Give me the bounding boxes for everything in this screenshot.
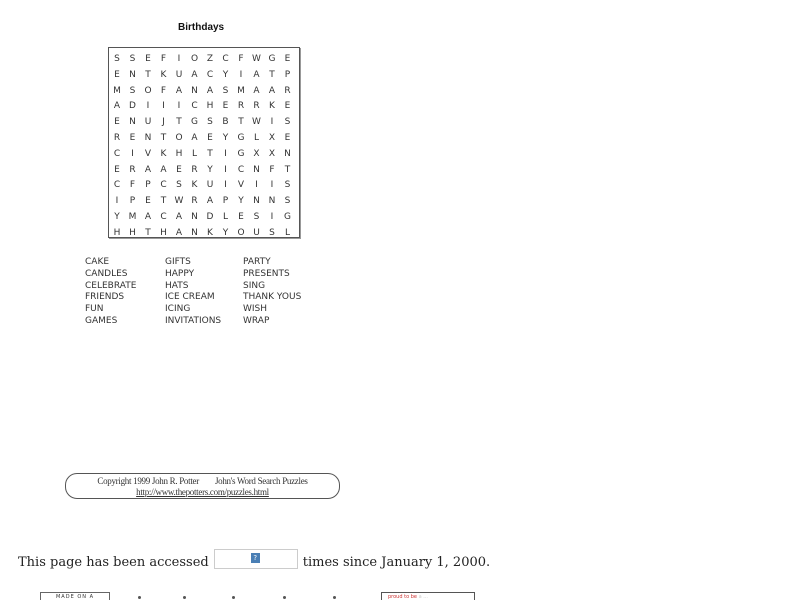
- grid-letter: I: [162, 101, 165, 112]
- grid-letter: P: [129, 196, 136, 207]
- grid-letter: H: [206, 101, 214, 112]
- grid-letter: E: [284, 101, 291, 112]
- word-list-column-3: [243, 257, 301, 328]
- grid-letter: E: [176, 164, 182, 175]
- grid-letter: N: [191, 212, 198, 222]
- grid-letter: U: [175, 69, 183, 80]
- grid-letter: R: [191, 164, 198, 175]
- grid-letter: A: [160, 164, 167, 175]
- grid-letter: Y: [238, 196, 244, 207]
- grid-letter: I: [270, 117, 274, 128]
- grid-letter: S: [253, 212, 260, 222]
- grid-letter: E: [114, 117, 120, 128]
- grid-letter: R: [284, 85, 291, 96]
- grid-letter: C: [222, 54, 229, 64]
- grid-letter: I: [115, 196, 119, 207]
- grid-letter: U: [206, 180, 214, 191]
- word-list-item: HATS: [165, 280, 189, 291]
- grid-letter: T: [176, 117, 182, 128]
- grid-letter: S: [207, 117, 213, 128]
- grid-letter: A: [268, 85, 276, 96]
- word-list-item: GAMES: [85, 315, 118, 326]
- word-list-item: PRESENTS: [243, 268, 290, 279]
- grid-letter: K: [207, 227, 213, 238]
- word-list-item: THANK YOUS: [243, 292, 302, 303]
- proud-to-be-badge[interactable]: [381, 592, 475, 600]
- grid-letter: O: [144, 85, 152, 96]
- grid-letter: I: [224, 180, 227, 191]
- grid-letter: T: [160, 133, 167, 143]
- grid-letter: E: [222, 101, 229, 112]
- separator-dot: [333, 596, 336, 599]
- word-search-grid: [108, 47, 300, 238]
- grid-letter: P: [145, 180, 151, 191]
- grid-letter: L: [191, 148, 197, 159]
- grid-letter: A: [175, 227, 183, 238]
- word-list-item: SING: [243, 280, 266, 291]
- grid-letter: O: [175, 133, 183, 143]
- word-list-item: CANDLES: [85, 268, 128, 279]
- grid-letter: E: [114, 69, 120, 80]
- grid-letter: T: [160, 196, 167, 207]
- grid-letter: A: [191, 133, 198, 143]
- grid-letter: F: [160, 54, 167, 64]
- proud-label: proud to be: [388, 594, 417, 600]
- grid-letter: K: [160, 69, 167, 80]
- word-list-item: FUN: [85, 304, 104, 315]
- grid-letter: L: [253, 133, 259, 143]
- grid-letter: K: [191, 180, 198, 191]
- access-counter-line: [18, 552, 490, 572]
- counter-prefix: This page has been accessed: [18, 554, 209, 570]
- copyright-url-link[interactable]: http://www.thepotters.com/puzzles.html: [136, 487, 269, 497]
- grid-letter: H: [113, 227, 121, 238]
- grid-letter: G: [284, 212, 291, 222]
- grid-letter: I: [224, 148, 227, 159]
- grid-row: [109, 146, 299, 162]
- grid-row: [109, 193, 299, 209]
- grid-letter: C: [160, 180, 167, 191]
- grid-letter: A: [253, 69, 260, 80]
- grid-letter: R: [237, 101, 245, 112]
- grid-letter: E: [114, 164, 120, 175]
- grid-letter: O: [190, 54, 199, 64]
- grid-letter: Y: [222, 227, 229, 238]
- grid-letter: A: [253, 85, 260, 96]
- grid-letter: C: [191, 101, 198, 112]
- grid-letter: G: [237, 148, 245, 159]
- grid-letter: S: [222, 85, 229, 96]
- grid-letter: G: [191, 117, 198, 128]
- separator-dot: [183, 596, 186, 599]
- grid-row: [109, 114, 299, 130]
- grid-letter: N: [144, 133, 152, 143]
- word-list-column-2: [165, 257, 221, 328]
- grid-letter: T: [207, 148, 213, 159]
- grid-letter: C: [113, 148, 121, 159]
- grid-row: [109, 209, 299, 225]
- grid-letter: F: [269, 164, 275, 175]
- grid-letter: S: [284, 117, 291, 128]
- grid-row: [109, 130, 299, 146]
- grid-letter: A: [144, 212, 152, 222]
- grid-letter: I: [177, 54, 181, 64]
- grid-letter: X: [268, 148, 276, 159]
- grid-letter: S: [284, 196, 291, 207]
- grid-letter: Z: [206, 54, 214, 64]
- broken-image-icon: ?: [251, 553, 260, 563]
- grid-letter: A: [206, 196, 214, 207]
- grid-row: [109, 67, 299, 83]
- word-list-item: ICE CREAM: [165, 292, 215, 303]
- grid-letter: E: [129, 133, 136, 143]
- grid-letter: M: [237, 85, 245, 96]
- grid-letter: C: [160, 212, 167, 222]
- grid-letter: R: [113, 133, 121, 143]
- grid-letter: F: [238, 54, 244, 64]
- grid-letter: O: [237, 227, 245, 238]
- grid-letter: F: [160, 85, 167, 96]
- grid-letter: R: [191, 196, 198, 207]
- grid-letter: D: [206, 212, 214, 222]
- grid-letter: J: [162, 117, 165, 128]
- grid-letter: K: [160, 148, 167, 159]
- grid-letter: N: [253, 196, 260, 207]
- grid-letter: S: [284, 180, 291, 191]
- separator-dot: [232, 596, 235, 599]
- grid-letter: P: [284, 69, 291, 80]
- grid-letter: M: [128, 212, 137, 222]
- grid-letter: I: [131, 148, 134, 159]
- hit-counter-image: [214, 549, 298, 569]
- grid-row: [109, 162, 299, 178]
- grid-letter: N: [191, 85, 198, 96]
- grid-letter: E: [238, 212, 244, 222]
- grid-letter: E: [207, 133, 213, 143]
- word-list-item: ICING: [165, 304, 191, 315]
- word-list-item: INVITATIONS: [165, 315, 222, 326]
- grid-letter: I: [224, 164, 227, 175]
- grid-letter: Y: [114, 212, 120, 222]
- grid-letter: L: [222, 212, 228, 222]
- grid-letter: L: [284, 227, 290, 238]
- grid-letter: M: [113, 85, 121, 96]
- grid-letter: A: [175, 212, 183, 222]
- grid-letter: I: [270, 212, 274, 222]
- grid-letter: N: [191, 227, 198, 238]
- word-list-item: FRIENDS: [85, 292, 125, 303]
- word-list-item: PARTY: [243, 257, 271, 267]
- grid-letter: V: [237, 180, 245, 191]
- grid-letter: W: [174, 196, 184, 207]
- grid-letter: T: [269, 69, 275, 80]
- proud-faded-text: a ...: [418, 594, 428, 600]
- grid-letter: B: [222, 117, 229, 128]
- grid-letter: R: [129, 164, 136, 175]
- grid-letter: G: [237, 133, 245, 143]
- grid-letter: W: [252, 54, 261, 64]
- grid-row: [109, 51, 299, 67]
- grid-letter: H: [175, 148, 183, 159]
- grid-letter: T: [145, 69, 151, 80]
- word-list-item: HAPPY: [165, 268, 195, 279]
- grid-row: [109, 98, 299, 114]
- counter-suffix: times since January 1, 2000.: [302, 554, 491, 570]
- grid-letter: E: [145, 196, 151, 207]
- grid-letter: S: [114, 54, 120, 64]
- grid-letter: I: [270, 180, 274, 191]
- grid-letter: T: [238, 117, 244, 128]
- grid-row: [109, 83, 299, 99]
- grid-letter: X: [253, 148, 260, 159]
- grid-letter: A: [113, 101, 121, 112]
- word-list-item: CELEBRATE: [85, 280, 137, 291]
- word-list-item: WISH: [243, 304, 268, 315]
- grid-letter: T: [284, 164, 291, 175]
- grid-letter: N: [284, 148, 291, 159]
- copyright-site-name: John's Word Search Puzzles: [214, 476, 308, 486]
- grid-letter: I: [239, 69, 243, 80]
- grid-letter: F: [129, 180, 136, 191]
- puzzle-title: Birthdays: [178, 22, 225, 33]
- grid-letter: I: [255, 180, 258, 191]
- grid-letter: S: [269, 227, 275, 238]
- grid-letter: C: [206, 69, 214, 80]
- grid-letter: C: [237, 164, 245, 175]
- grid-letter: S: [129, 54, 136, 64]
- grid-letter: U: [144, 117, 152, 128]
- grid-letter: S: [176, 180, 182, 191]
- grid-row: [109, 177, 299, 193]
- grid-letter: E: [284, 133, 291, 143]
- grid-letter: A: [191, 69, 198, 80]
- grid-letter: Y: [222, 69, 229, 80]
- grid-letter: X: [268, 133, 276, 143]
- grid-letter: H: [129, 227, 136, 238]
- grid-letter: W: [252, 117, 261, 128]
- grid-letter: A: [206, 85, 214, 96]
- grid-letter: I: [146, 101, 150, 112]
- grid-letter: S: [129, 85, 136, 96]
- grid-letter: N: [129, 117, 136, 128]
- word-list-item: WRAP: [243, 315, 270, 326]
- grid-letter: Y: [222, 133, 229, 143]
- grid-row: [109, 225, 299, 241]
- grid-letter: C: [113, 180, 121, 191]
- word-list-item: GIFTS: [165, 257, 191, 267]
- made-on-a-mac-badge[interactable]: MADE ON A: [40, 592, 110, 600]
- grid-letter: V: [144, 148, 152, 159]
- grid-letter: T: [145, 227, 151, 238]
- grid-letter: E: [145, 54, 151, 64]
- grid-letter: A: [175, 85, 183, 96]
- grid-letter: A: [144, 164, 152, 175]
- grid-letter: Y: [207, 164, 213, 175]
- grid-letter: E: [284, 54, 291, 64]
- grid-letter: N: [253, 164, 260, 175]
- grid-letter: K: [269, 101, 275, 112]
- grid-letter: P: [222, 196, 229, 207]
- copyright-banner: [65, 473, 340, 499]
- grid-letter: N: [268, 196, 276, 207]
- grid-letter: U: [253, 227, 260, 238]
- separator-dot: [283, 596, 286, 599]
- grid-letter: N: [129, 69, 136, 80]
- grid-letter: G: [268, 54, 276, 64]
- grid-letter: D: [129, 101, 136, 112]
- word-list-column-1: [85, 257, 136, 328]
- grid-letter: H: [160, 227, 167, 238]
- word-list-item: CAKE: [85, 257, 110, 267]
- separator-dot: [138, 596, 141, 599]
- grid-letter: R: [253, 101, 260, 112]
- copyright-notice: Copyright 1999 John R. Potter: [97, 476, 199, 486]
- grid-letter: I: [177, 101, 181, 112]
